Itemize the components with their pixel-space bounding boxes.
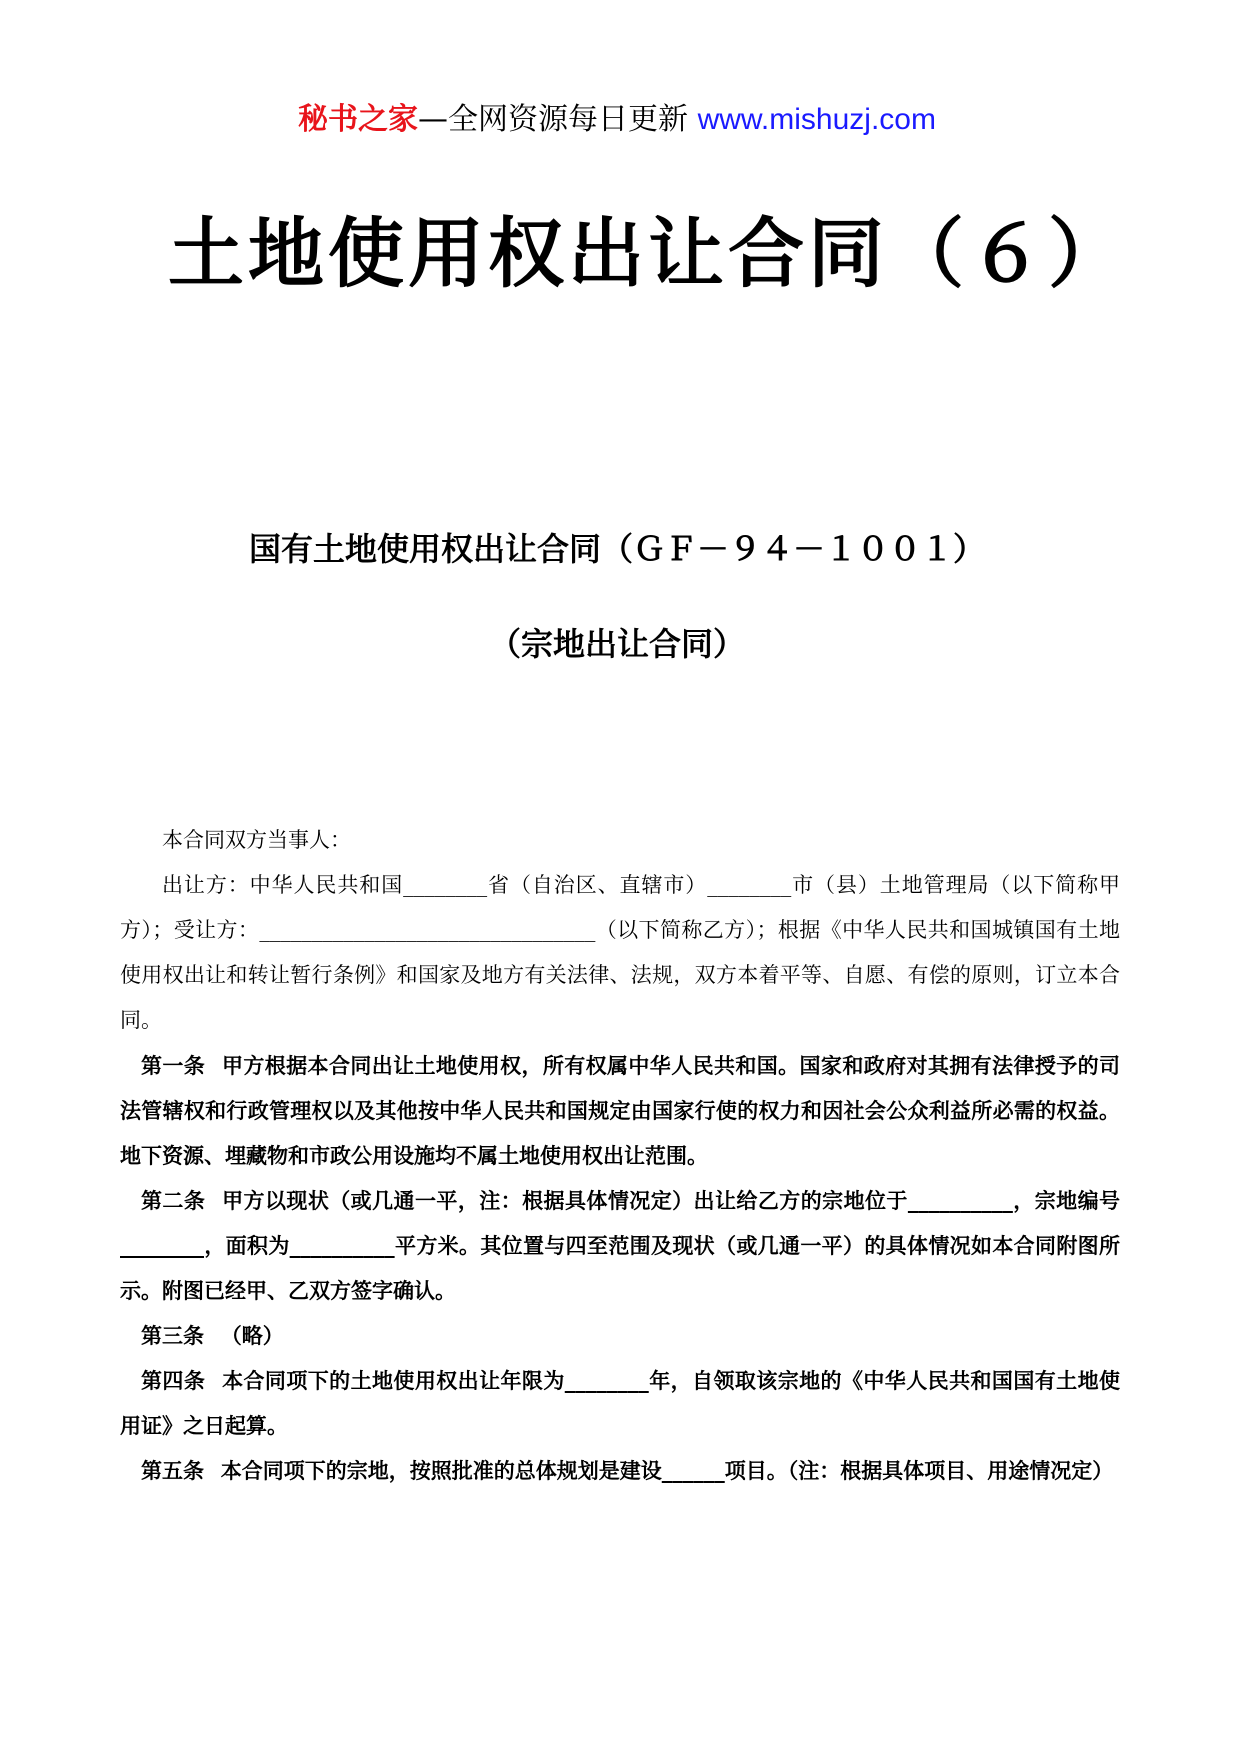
article-4 [120, 1358, 1120, 1448]
brand-name: 秘书之家 [298, 102, 419, 137]
article-1 [120, 1043, 1120, 1178]
article-2-text: 甲方以现状（或几通一平，注：根据具体情况定）出让给乙方的宗地位于__________，宗地编号________，面积为__________平方米。其位置与四至范围及现状（或几通一平）的具体情况如本合同附图所示。附图已经甲、乙双方签字确认。 [120, 1188, 1121, 1303]
document-title: 土地使用权出让合同（６） [168, 209, 1128, 298]
article-2 [120, 1178, 1120, 1313]
article-2-label: 第二条 [141, 1188, 206, 1213]
article-4-label: 第四条 [141, 1368, 206, 1393]
contract-subtitle: 国有土地使用权出让合同（ＧＦ－９４－１００１） [248, 530, 985, 568]
contract-type-subtitle: （宗地出让合同） [488, 625, 745, 663]
site-url-link[interactable]: www.mishuzj.com [697, 103, 936, 136]
contract-body [120, 818, 1120, 1493]
parties-intro: 本合同双方当事人： [162, 828, 351, 852]
article-5-text: 本合同项下的宗地，按照批准的总体规划是建设______项目。（注：根据具体项目、用途情况定） [220, 1458, 1114, 1483]
article-1-label: 第一条 [141, 1053, 206, 1078]
parties-paragraph: 出让方：中华人民共和国________省（自治区、直辖市）________市（县）土地管理局（以下简称甲方）；受让方：________________________________（以下简称乙方）；根据《中华人民共和国城镇国有土地使用权出让和转让暂行条例》和国家及地方有关法律、法规，双方本着平等、自愿、有偿的原则，订立本合同。 [120, 873, 1120, 1032]
article-3 [120, 1313, 1120, 1358]
article-3-text: （略） [220, 1323, 284, 1348]
article-1-text: 甲方根据本合同出让土地使用权，所有权属中华人民共和国。国家和政府对其拥有法律授予的司法管辖权和行政管理权以及其他按中华人民共和国规定由国家行使的权力和因社会公众利益所必需的权益。地下资源、埋藏物和市政公用设施均不属土地使用权出让范围。 [120, 1053, 1121, 1168]
header-tagline: —全网资源每日更新 [418, 102, 698, 137]
article-5-label: 第五条 [141, 1458, 204, 1483]
site-header [0, 100, 1234, 140]
article-3-label: 第三条 [141, 1323, 204, 1348]
article-4-text: 本合同项下的土地使用权出让年限为________年，自领取该宗地的《中华人民共和国国有土地使用证》之日起算。 [120, 1368, 1121, 1438]
article-5 [120, 1448, 1120, 1493]
